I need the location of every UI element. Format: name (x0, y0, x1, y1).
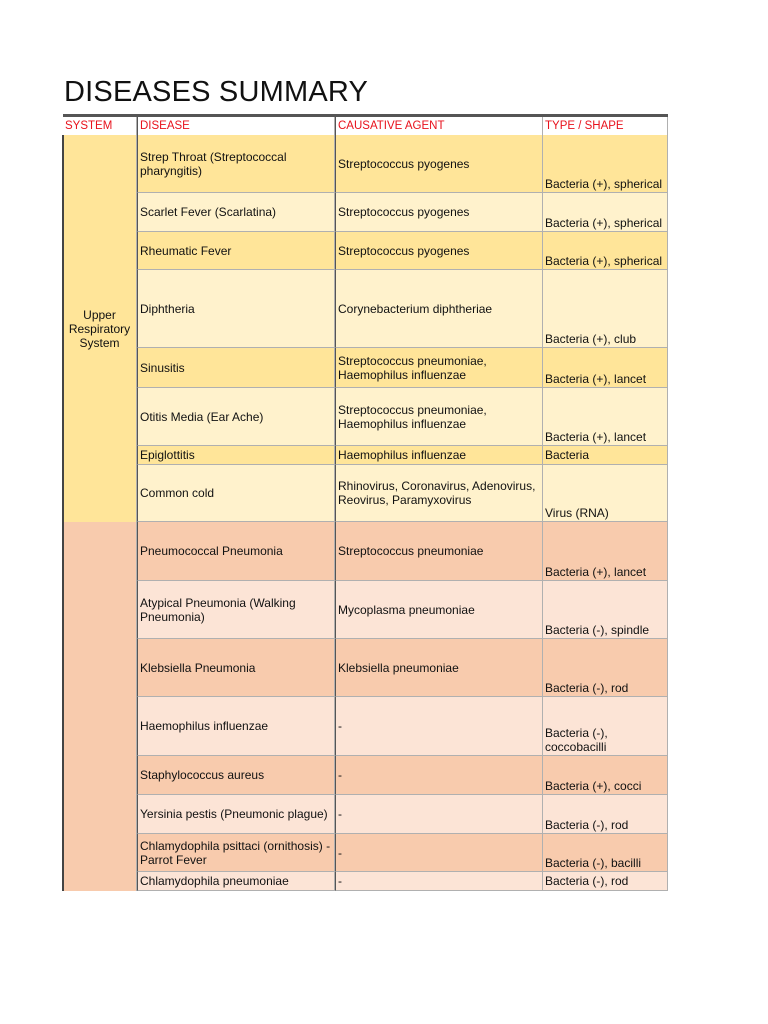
type-shape-cell (543, 348, 668, 388)
table-row (137, 639, 668, 697)
table-row (137, 232, 668, 270)
header-causative-agent: CAUSATIVE AGENT (335, 117, 543, 135)
causative-agent-cell (335, 872, 543, 891)
disease-cell (137, 795, 335, 834)
type-shape-cell-text: Bacteria (-), rod (545, 874, 629, 888)
disease-cell (137, 270, 335, 348)
header-system: SYSTEM (63, 117, 137, 135)
system-label: Upper Respiratory System (68, 307, 131, 350)
causative-agent-cell (335, 465, 543, 522)
causative-agent-cell-text: Streptococcus pyogenes (338, 205, 470, 219)
type-shape-cell-text: Bacteria (+), lancet (545, 372, 647, 386)
type-shape-cell (543, 756, 668, 795)
system-cell (63, 135, 137, 522)
header-row (63, 117, 668, 135)
disease-cell-text: Diphtheria (140, 301, 195, 316)
type-shape-cell (543, 639, 668, 697)
disease-cell (137, 872, 335, 891)
table-row (137, 270, 668, 348)
table-row (137, 834, 668, 872)
table-row (137, 581, 668, 639)
table-row (137, 756, 668, 795)
disease-cell (137, 522, 335, 581)
disease-cell (137, 135, 335, 193)
disease-cell (137, 232, 335, 270)
page-title: DISEASES SUMMARY (64, 76, 369, 108)
disease-cell-text: Sinusitis (140, 360, 185, 375)
table-row (137, 795, 668, 834)
table-row (137, 465, 668, 522)
type-shape-cell-text: Bacteria (+), lancet (545, 565, 647, 579)
type-shape-cell (543, 193, 668, 232)
disease-cell (137, 446, 335, 465)
left-border (62, 522, 64, 891)
type-shape-cell (543, 388, 668, 446)
type-shape-cell (543, 872, 668, 891)
causative-agent-cell-text: Streptococcus pyogenes (338, 156, 470, 171)
type-shape-cell (543, 581, 668, 639)
disease-cell-text: Rheumatic Fever (140, 243, 232, 258)
type-shape-cell-text: Bacteria (-), rod (545, 818, 629, 832)
disease-cell-text: Epiglottitis (140, 448, 195, 462)
header-type-shape: TYPE / SHAPE (543, 117, 668, 135)
causative-agent-cell (335, 639, 543, 697)
disease-cell (137, 388, 335, 446)
causative-agent-cell-text: - (338, 807, 342, 821)
disease-cell (137, 697, 335, 756)
table-row (137, 193, 668, 232)
system-cell (63, 522, 137, 891)
type-shape-cell (543, 697, 668, 756)
type-shape-cell-text: Bacteria (-), spindle (545, 623, 650, 637)
causative-agent-cell (335, 388, 543, 446)
type-shape-cell (543, 522, 668, 581)
type-shape-cell-text: Bacteria (-), rod (545, 681, 629, 695)
type-shape-cell-text: Bacteria (-), bacilli (545, 856, 642, 870)
table-row (137, 388, 668, 446)
type-shape-cell (543, 135, 668, 193)
type-shape-cell (543, 834, 668, 872)
disease-cell-text: Scarlet Fever (Scarlatina) (140, 205, 277, 219)
causative-agent-cell-text: Streptococcus pyogenes (338, 243, 470, 258)
type-shape-cell-text: Bacteria (545, 448, 590, 462)
causative-agent-cell (335, 697, 543, 756)
type-shape-cell-text: Bacteria (+), lancet (545, 430, 647, 444)
type-shape-cell-text: Bacteria (+), cocci (545, 779, 642, 793)
causative-agent-cell-text: - (338, 845, 342, 860)
causative-agent-cell (335, 834, 543, 872)
causative-agent-cell (335, 522, 543, 581)
causative-agent-cell (335, 232, 543, 270)
disease-cell-text: Chlamydophila psittaci (ornithosis) - Parrot Fever (140, 838, 331, 867)
disease-cell-text: Staphylococcus aureus (140, 768, 265, 782)
type-shape-cell-text: Bacteria (+), club (545, 332, 637, 346)
causative-agent-cell-text: - (338, 719, 342, 733)
causative-agent-cell-text: Streptococcus pneumoniae, Haemophilus influenzae (338, 353, 487, 382)
table-row (137, 697, 668, 756)
disease-cell-text: Chlamydophila pneumoniae (140, 874, 289, 888)
table-row (137, 135, 668, 193)
disease-cell (137, 834, 335, 872)
disease-cell-text: Atypical Pneumonia (Walking Pneumonia) (140, 595, 296, 624)
table-row (137, 446, 668, 465)
causative-agent-cell (335, 446, 543, 465)
type-shape-cell (543, 795, 668, 834)
type-shape-cell (543, 270, 668, 348)
table-row (137, 872, 668, 891)
disease-table (63, 114, 668, 888)
disease-cell-text: Common cold (140, 486, 215, 500)
table-row (137, 348, 668, 388)
type-shape-cell-text: Virus (RNA) (545, 506, 609, 520)
disease-cell-text: Klebsiella Pneumonia (140, 660, 256, 675)
causative-agent-cell (335, 135, 543, 193)
disease-cell (137, 756, 335, 795)
type-shape-cell (543, 232, 668, 270)
left-border (62, 135, 64, 522)
header-disease: DISEASE (137, 117, 335, 135)
causative-agent-cell-text: Rhinovirus, Coronavirus, Adenovirus, Reovirus, Paramyxovirus (338, 479, 536, 507)
causative-agent-cell-text: - (338, 768, 342, 782)
disease-cell (137, 465, 335, 522)
causative-agent-cell (335, 581, 543, 639)
type-shape-cell (543, 446, 668, 465)
type-shape-cell-text: Bacteria (-), coccobacilli (545, 726, 608, 754)
disease-cell-text: Pneumococcal Pneumonia (140, 544, 283, 558)
disease-cell (137, 348, 335, 388)
type-shape-cell-text: Bacteria (+), spherical (545, 177, 663, 191)
causative-agent-cell-text: Mycoplasma pneumoniae (338, 602, 475, 617)
disease-cell-text: Yersinia pestis (Pneumonic plague) (140, 807, 328, 821)
type-shape-cell-text: Bacteria (+), spherical (545, 254, 663, 268)
type-shape-cell (543, 465, 668, 522)
causative-agent-cell (335, 756, 543, 795)
causative-agent-cell-text: - (338, 874, 342, 888)
disease-cell (137, 639, 335, 697)
causative-agent-cell-text: Haemophilus influenzae (338, 448, 467, 462)
causative-agent-cell-text: Streptococcus pneumoniae, Haemophilus influenzae (338, 402, 487, 431)
causative-agent-cell (335, 270, 543, 348)
causative-agent-cell-text: Streptococcus pneumoniae (338, 544, 484, 558)
table-row (137, 522, 668, 581)
disease-cell (137, 193, 335, 232)
causative-agent-cell (335, 795, 543, 834)
disease-cell-text: Haemophilus influenzae (140, 719, 269, 733)
causative-agent-cell (335, 193, 543, 232)
disease-cell-text: Otitis Media (Ear Ache) (140, 409, 264, 424)
disease-cell-text: Strep Throat (Streptococcal pharyngitis) (140, 149, 287, 178)
causative-agent-cell-text: Klebsiella pneumoniae (338, 660, 459, 675)
causative-agent-cell (335, 348, 543, 388)
disease-cell (137, 581, 335, 639)
causative-agent-cell-text: Corynebacterium diphtheriae (338, 301, 493, 316)
type-shape-cell-text: Bacteria (+), spherical (545, 216, 663, 230)
